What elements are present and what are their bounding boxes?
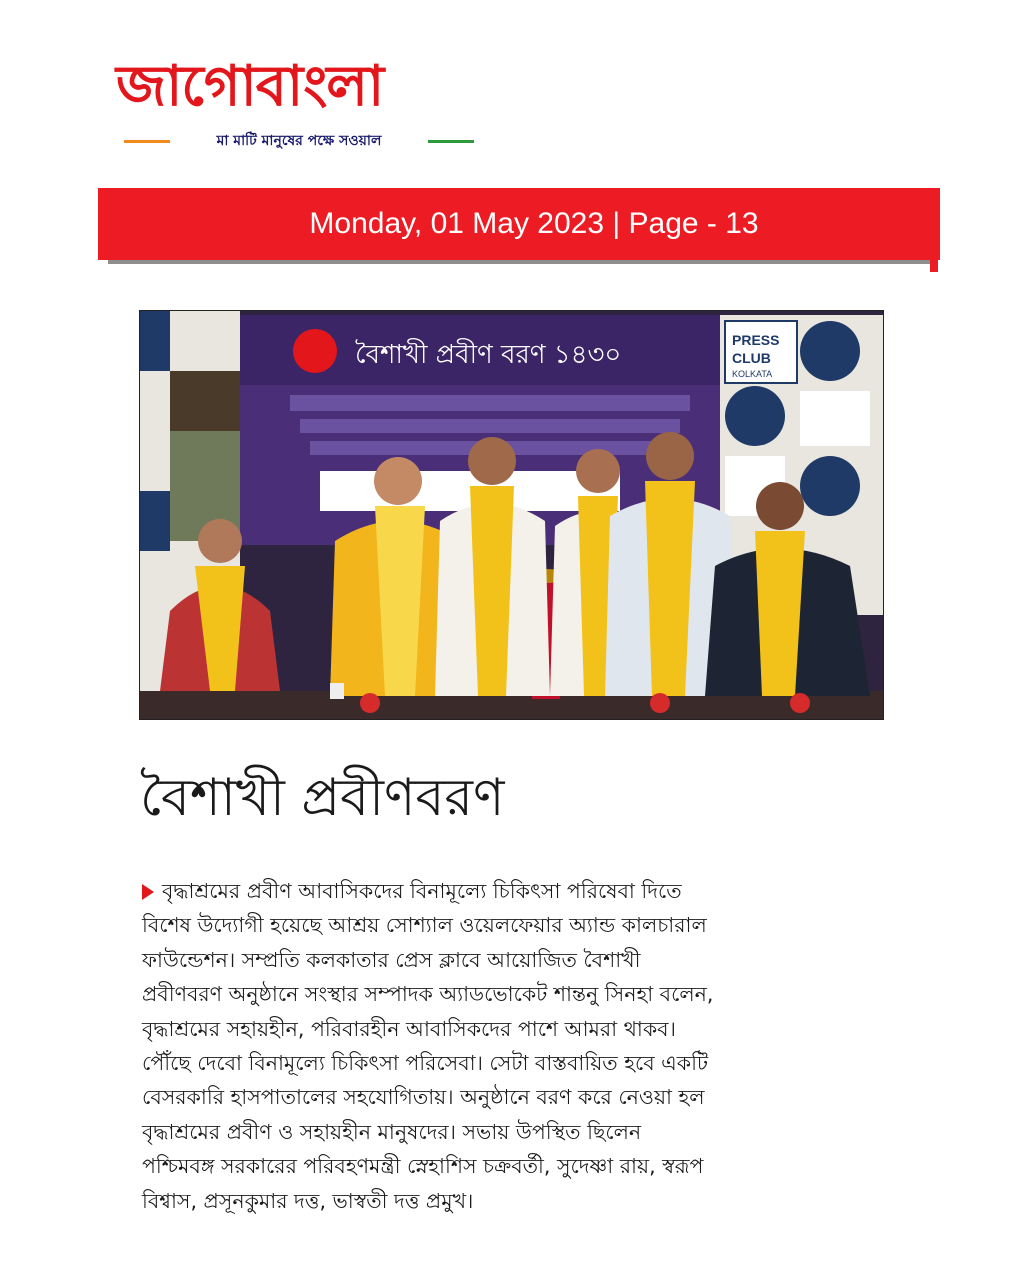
date-band [98,188,940,260]
article-line-6: পৌঁছে দেবো বিনামূল্যে চিকিৎসা পরিসেবা। সেটা বাস্তবায়িত হবে একটি [142,1051,709,1076]
article-line-2: বিশেষ উদ্যোগী হয়েছে আশ্রয় সোশ্যাল ওয়েলফেয়ার অ্যান্ড কালচারাল [142,913,707,938]
date-page-text: Monday, 01 May 2023 | Page - 13 [309,207,759,240]
event-photo-illustration [140,311,883,719]
article-body [142,874,902,1218]
article-line-3: ফাউন্ডেশন। সম্প্রতি কলকাতার প্রেস ক্লাবে আয়োজিত বৈশাখী [142,947,641,972]
newspaper-logo: জাগোবাংলা [116,54,384,119]
press-club-label-top: PRESS [732,332,780,348]
article-line-8: বৃদ্ধাশ্রমের প্রবীণ ও সহায়হীন মানুষদের। সভায় উপস্থিত ছিলেন [142,1119,642,1144]
article-line-1 [142,874,902,908]
article-line-4: প্রবীণবরণ অনুষ্ঠানে সংস্থার সম্পাদক অ্যাডভোকেট শান্তনু সিনহা বলেন, [142,982,714,1007]
press-club-label-mid: CLUB [732,350,771,366]
masthead [110,52,480,152]
article-text: বৃদ্ধাশ্রমের প্রবীণ আবাসিকদের বিনামূল্যে চিকিৎসা পরিষেবা দিতে [162,879,682,903]
tagline-right-rule [428,140,474,143]
tagline-left-rule [124,140,170,143]
bullet-arrow-icon [142,884,154,900]
event-photo [139,310,884,720]
article-line-5: বৃদ্ধাশ্রমের সহায়হীন, পরিবারহীন আবাসিকদের পাশে আমরা থাকব। [142,1016,676,1041]
banner-title: বৈশাখী প্রবীণ বরণ ১৪৩০ [355,340,622,370]
article-line-10: বিশ্বাস, প্রসূনকুমার দত্ত, ভাস্বতী দত্ত প্রমুখ। [142,1188,474,1213]
article-line-7: বেসরকারি হাসপাতালের সহযোগিতায়। অনুষ্ঠানে বরণ করে নেওয়া হল [142,1085,705,1110]
tagline: মা মাটি মানুষের পক্ষে সওয়াল [216,133,382,149]
article-headline: বৈশাখী প্রবীণবরণ [140,768,505,828]
tagline-row [124,130,474,152]
press-club-label-bottom: KOLKATA [732,369,773,379]
article-line-9: পশ্চিমবঙ্গ সরকারের পরিবহণমন্ত্রী স্নেহাশিস চক্রবর্তী, সুদেষ্ণা রায়, স্বরূপ [142,1154,704,1179]
